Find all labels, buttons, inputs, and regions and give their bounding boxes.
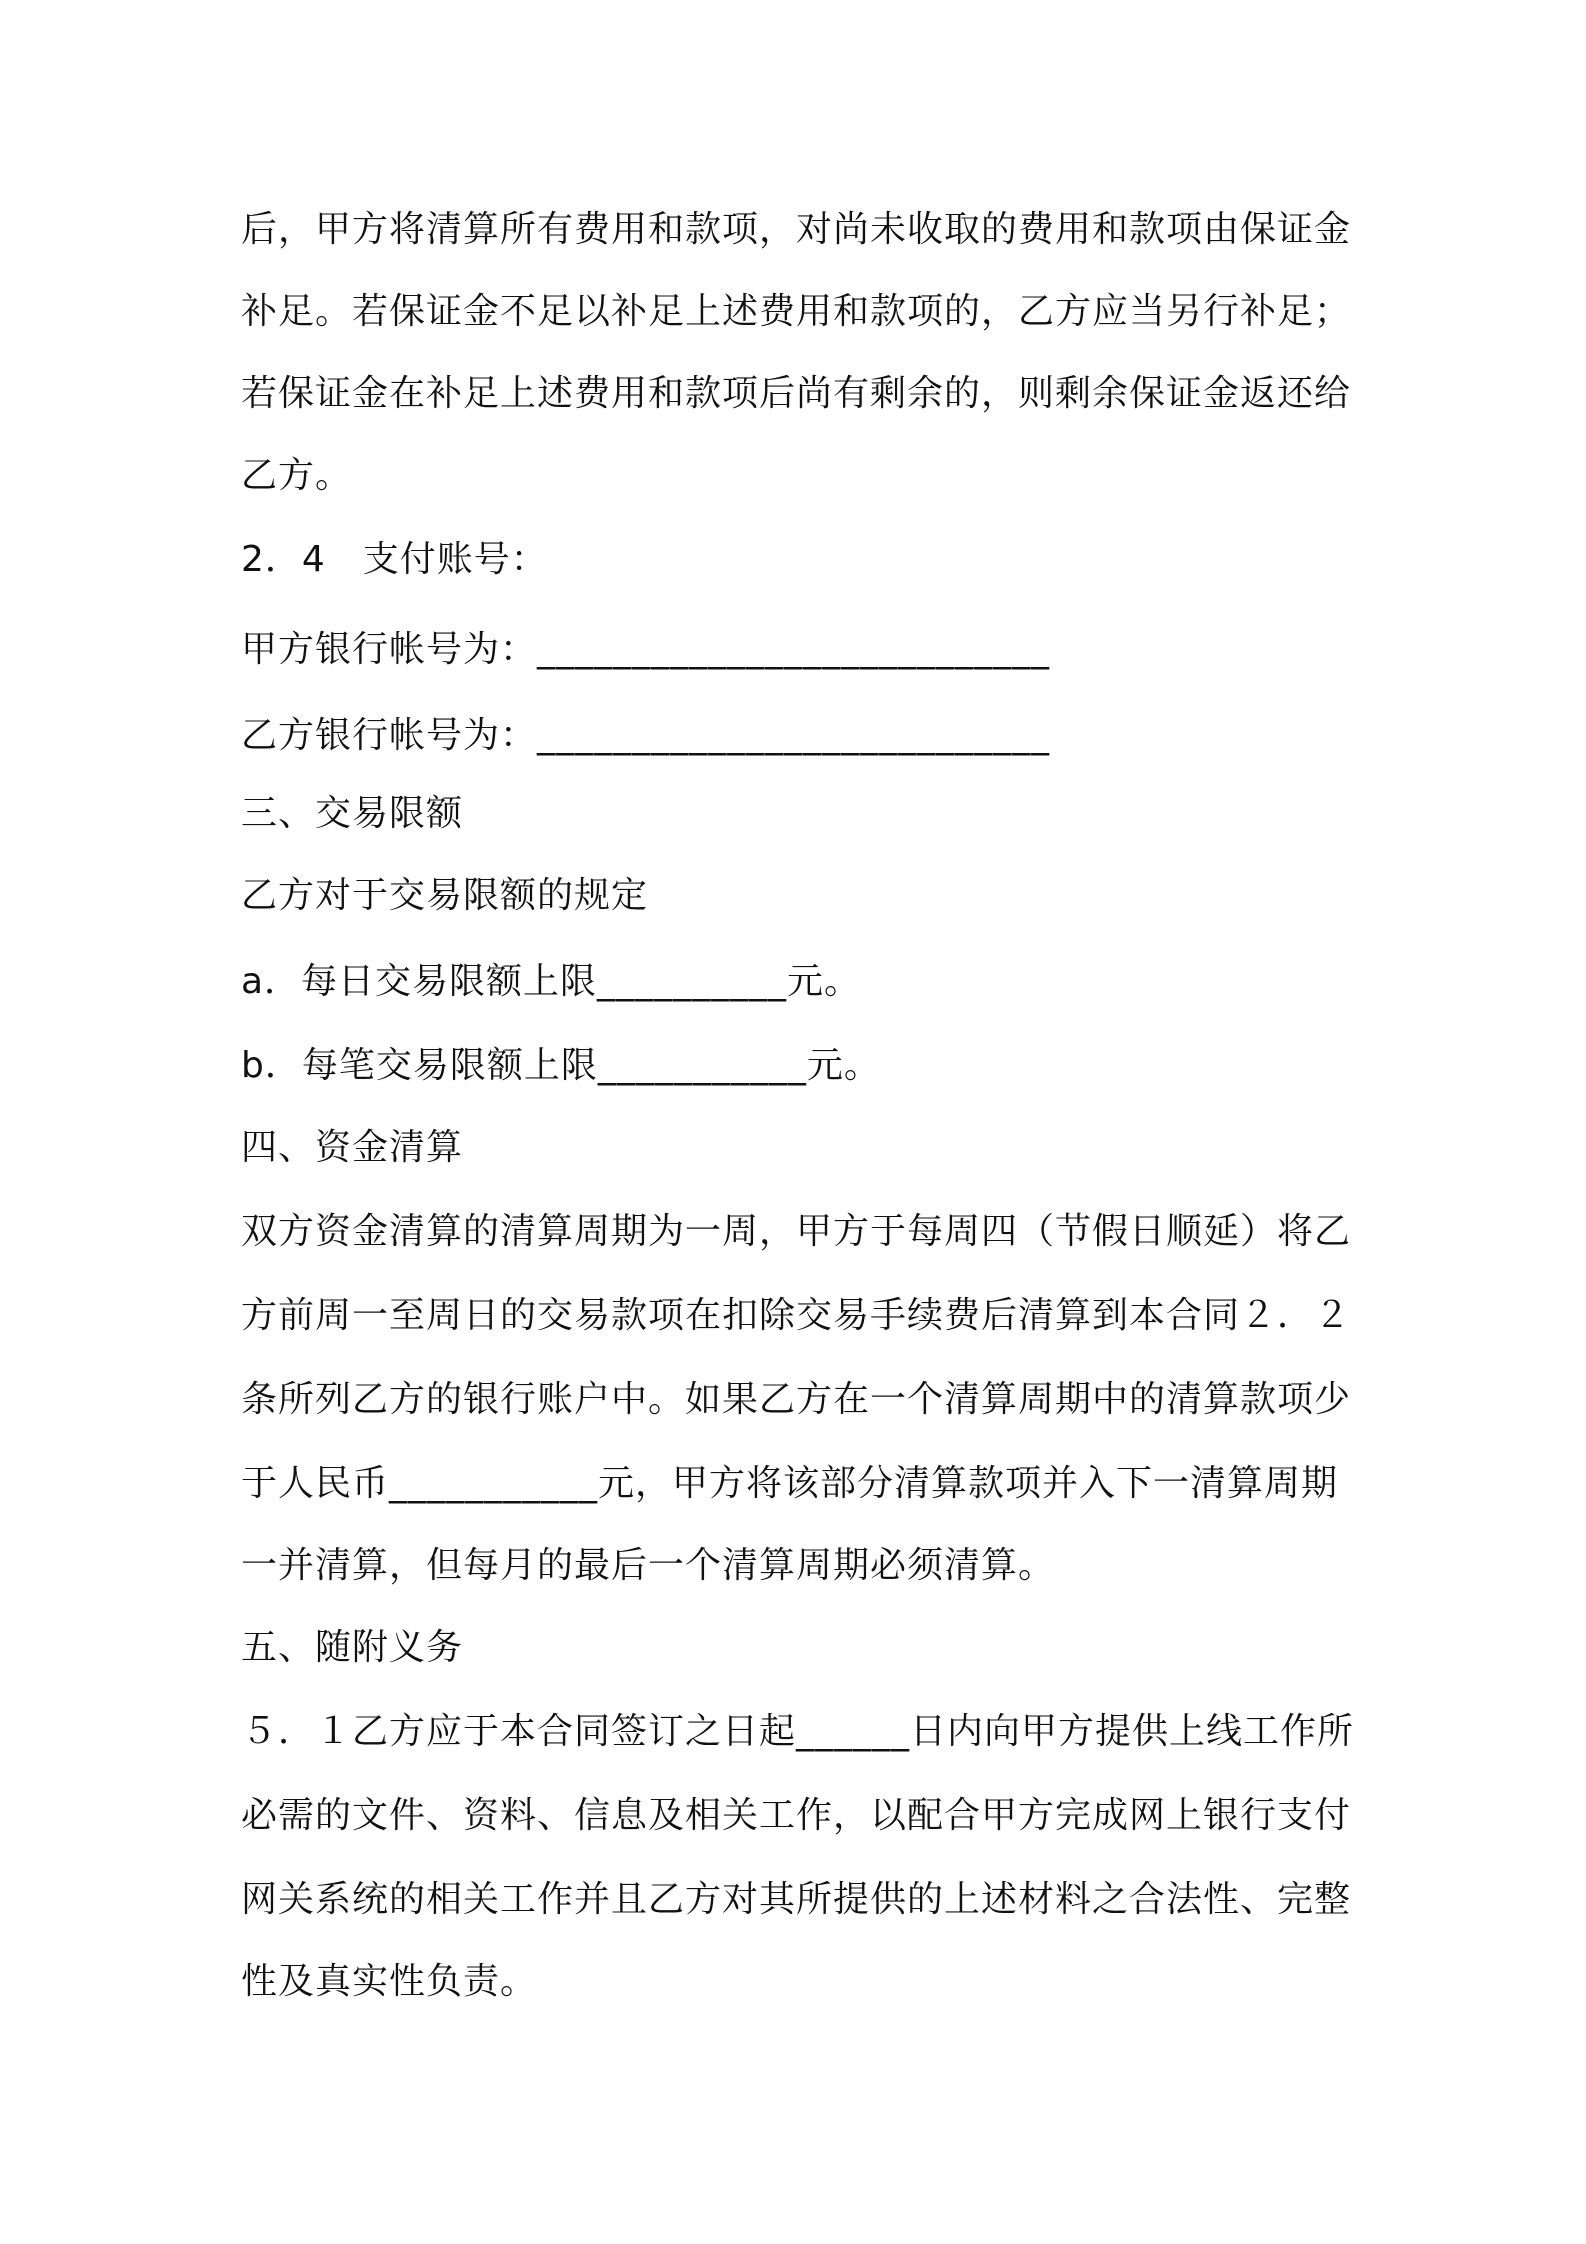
section-heading: 五、随附义务 — [241, 1627, 464, 1668]
paragraph-line: 一并清算，但每月的最后一个清算周期必须清算。 — [241, 1545, 1056, 1586]
paragraph-line: 双方资金清算的清算周期为一周，甲方于每周四（节假日顺延）将乙 — [241, 1211, 1352, 1252]
paragraph-line: 乙方对于交易限额的规定 — [241, 875, 649, 916]
paragraph-line: 补足。若保证金不足以补足上述费用和款项的，乙方应当另行补足； — [241, 291, 1352, 332]
paragraph-line: 网关系统的相关工作并且乙方对其所提供的上述材料之合法性、完整 — [241, 1879, 1352, 1920]
section-heading: 三、交易限额 — [241, 793, 464, 834]
paragraph-line: 后，甲方将清算所有费用和款项，对尚未收取的费用和款项由保证金 — [241, 209, 1352, 250]
blank-field-line: b．每笔交易限额上限___________元。 — [241, 1045, 881, 1086]
paragraph-line: 必需的文件、资料、信息及相关工作，以配合甲方完成网上银行支付 — [241, 1795, 1352, 1836]
blank-field-line: 乙方银行帐号为：___________________________ — [241, 715, 1051, 756]
paragraph-line: 方前周一至周日的交易款项在扣除交易手续费后清算到本合同２．２ — [241, 1295, 1352, 1336]
paragraph-line: 乙方。 — [241, 455, 353, 496]
paragraph-line: 若保证金在补足上述费用和款项后尚有剩余的，则剩余保证金返还给 — [241, 373, 1352, 414]
section-heading: 2．4 支付账号： — [241, 539, 548, 580]
blank-field-line: a．每日交易限额上限__________元。 — [241, 961, 862, 1002]
section-heading: 四、资金清算 — [241, 1127, 464, 1168]
paragraph-line: 性及真实性负责。 — [241, 1961, 538, 2002]
paragraph-line: ５．１乙方应于本合同签订之日起______日内向甲方提供上线工作所 — [241, 1711, 1355, 1752]
paragraph-line: 于人民币___________元，甲方将该部分清算款项并入下一清算周期 — [241, 1463, 1339, 1504]
blank-field-line: 甲方银行帐号为：___________________________ — [241, 629, 1051, 670]
paragraph-line: 条所列乙方的银行账户中。如果乙方在一个清算周期中的清算款项少 — [241, 1379, 1352, 1420]
